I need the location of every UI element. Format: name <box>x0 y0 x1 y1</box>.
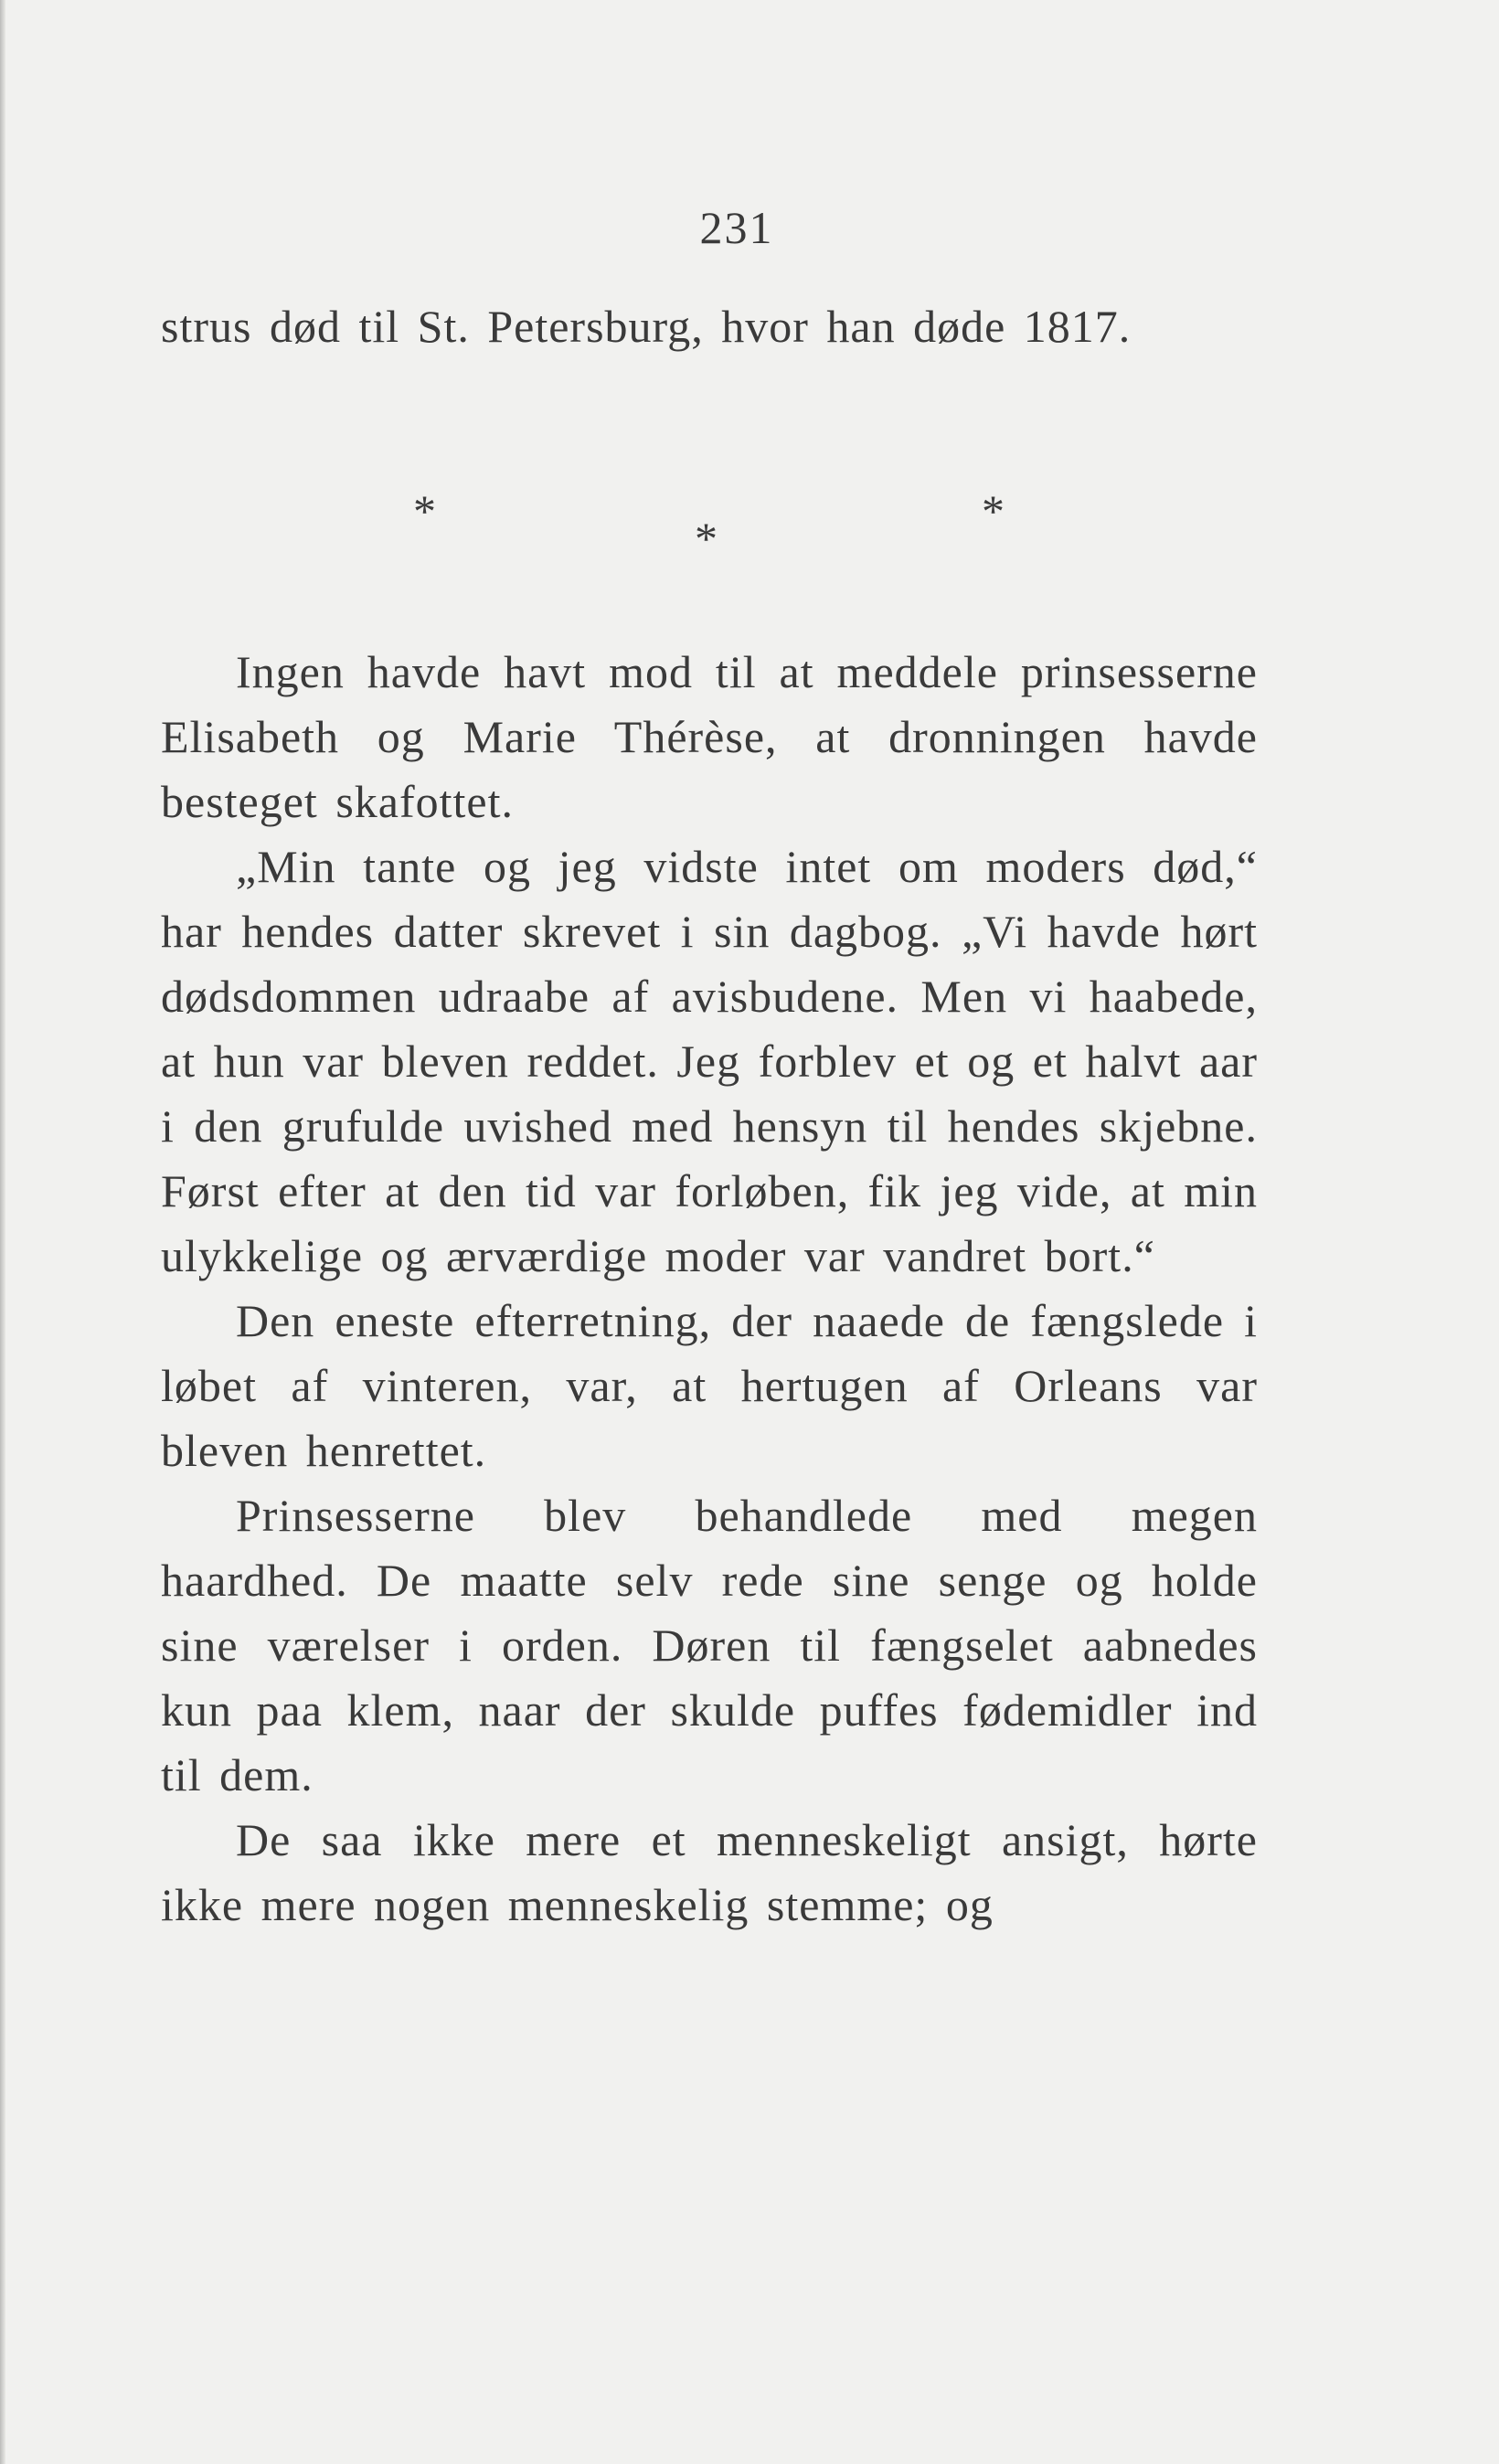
paragraph: De saa ikke mere et menneskeligt ansigt, hørte ikke mere nogen menneskelig stemme; og <box>161 1814 1258 1930</box>
paragraph: „Min tante og jeg vidste intet om moders død,“ har hendes datter skrevet i sin dagbog. „Vi havde hørt dødsdommen udraabe af avisbudene. Men vi haabede, at hun var bleven reddet. Jeg forblev et og et halvt aar i den grufulde uvished med hensyn til hendes skjebne. Først efter at den tid var forløben, fik jeg vide, at min ulykkelige og ærværdige moder var vandret bort.“ <box>161 841 1258 1281</box>
paragraph: Den eneste efterretning, der naaede de fængslede i løbet af vinteren, var, at hertugen af Orleans var bleven henrettet. <box>161 1295 1258 1476</box>
page-edge <box>0 0 5 2464</box>
asterisk: * <box>413 485 436 536</box>
page-number: 231 <box>699 202 774 253</box>
paragraph: Prinsesserne blev behandlede med megen haardhed. De maatte selv rede sine senge og holde sine værelser i orden. Døren til fængselet aabnedes kun paa klem, naar der skulde puffes fødemidler ind til dem. <box>161 1490 1258 1800</box>
page-body <box>161 294 1258 359</box>
opening-paragraph: strus død til St. Petersburg, hvor han døde 1817. <box>161 301 1132 352</box>
main-text <box>161 640 1258 1938</box>
asterisk: * <box>695 513 718 564</box>
book-page <box>161 201 1258 359</box>
paragraph: Ingen havde havt mod til at meddele prinsesserne Elisabeth og Marie Thérèse, at dronningen havde besteget skafottet. <box>161 646 1258 827</box>
asterisk: * <box>982 485 1005 536</box>
